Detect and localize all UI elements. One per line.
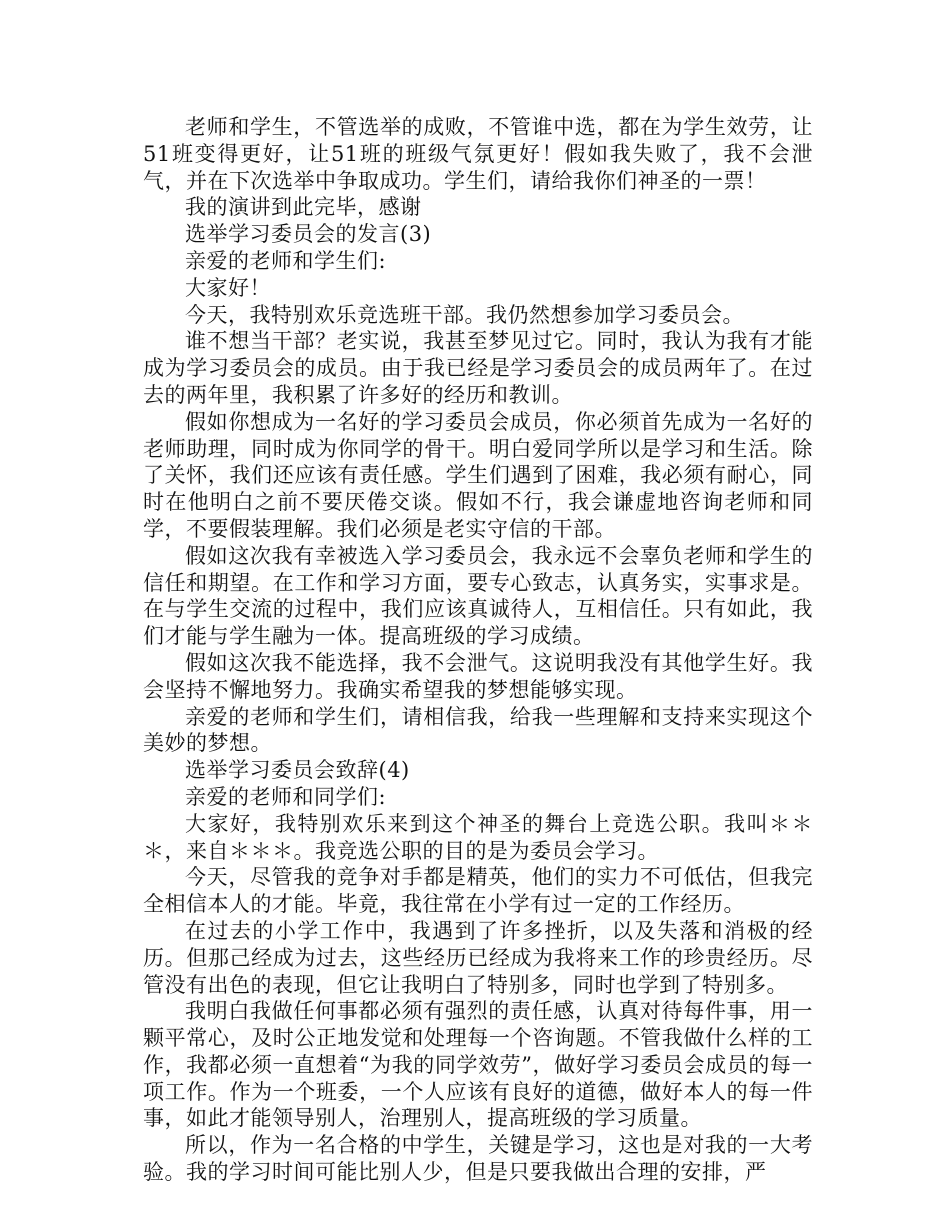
paragraph: 亲爱的老师和学生们，请相信我，给我一些理解和支持来实现这个美妙的梦想。 — [143, 704, 813, 756]
paragraph: 我的演讲到此完毕，感谢 — [185, 195, 422, 220]
greeting: 大家好！ — [185, 275, 271, 300]
paragraph: 所以，作为一名合格的中学生，关键是学习，这也是对我的一大考验。我的学习时间可能比别人少，但是只要我做出合理的安排，严 — [143, 1133, 813, 1185]
paragraph: 谁不想当干部？老实说，我甚至梦见过它。同时，我认为我有才能成为学习委员会的成员。由于我已经是学习委员会的成员两年了。在过去的两年里，我积累了许多好的经历和教训。 — [143, 329, 813, 407]
paragraph: 大家好，我特别欢乐来到这个神圣的舞台上竞选公职。我叫＊＊＊，来自＊＊＊。我竞选公职的目的是为委员会学习。 — [143, 811, 813, 863]
document-body — [143, 114, 813, 1186]
paragraph: 老师和学生，不管选举的成败，不管谁中选，都在为学生效劳，让51班变得更好，让51班的班级气氛更好！假如我失败了，我不会泄气，并在下次选举中争取成功。学生们，请给我你们神圣的一票！ — [143, 115, 813, 193]
paragraph: 假如你想成为一名好的学习委员会成员，你必须首先成为一名好的老师助理，同时成为你同学的骨干。明白爱同学所以是学习和生活。除了关怀，我们还应该有责任感。学生们遇到了困难，我必须有耐心，同时在他明白之前不要厌倦交谈。假如不行，我会谦虚地咨询老师和同学，不要假装理解。我们必须是老实守信的干部。 — [143, 409, 813, 541]
section-heading: 选举学习委员会的发言(3) — [185, 222, 432, 247]
paragraph: 假如这次我不能选择，我不会泄气。这说明我没有其他学生好。我会坚持不懈地努力。我确实希望我的梦想能够实现。 — [143, 650, 813, 702]
paragraph: 假如这次我有幸被选入学习委员会，我永远不会辜负老师和学生的信任和期望。在工作和学习方面，要专心致志，认真务实，实事求是。在与学生交流的过程中，我们应该真诚待人，互相信任。只有如此，我们才能与学生融为一体。提高班级的学习成绩。 — [143, 543, 813, 649]
paragraph: 今天，尽管我的竞争对手都是精英，他们的实力不可低估，但我完全相信本人的才能。毕竟，我往常在小学有过一定的工作经历。 — [143, 865, 813, 917]
paragraph: 我明白我做任何事都必须有强烈的责任感，认真对待每件事，用一颗平常心，及时公正地发觉和处理每一个咨询题。不管我做什么样的工作，我都必须一直想着“为我的同学效劳”，做好学习委员会成员的每一项工作。作为一个班委，一个人应该有良好的道德，做好本人的每一件事，如此才能领导别人，治理别人，提高班级的学习质量。 — [143, 999, 813, 1131]
salutation: 亲爱的老师和学生们: — [185, 248, 387, 273]
paragraph: 在过去的小学工作中，我遇到了许多挫折，以及失落和消极的经历。但那己经成为过去，这些经历已经成为我将来工作的珍贵经历。尽管没有出色的表现，但它让我明白了特别多，同时也学到了特别多。 — [143, 918, 813, 997]
paragraph: 今天，我特别欢乐竞选班干部。我仍然想参加学习委员会。 — [185, 302, 744, 327]
salutation: 亲爱的老师和同学们: — [185, 784, 387, 809]
section-heading: 选举学习委员会致辞(4) — [185, 758, 410, 783]
